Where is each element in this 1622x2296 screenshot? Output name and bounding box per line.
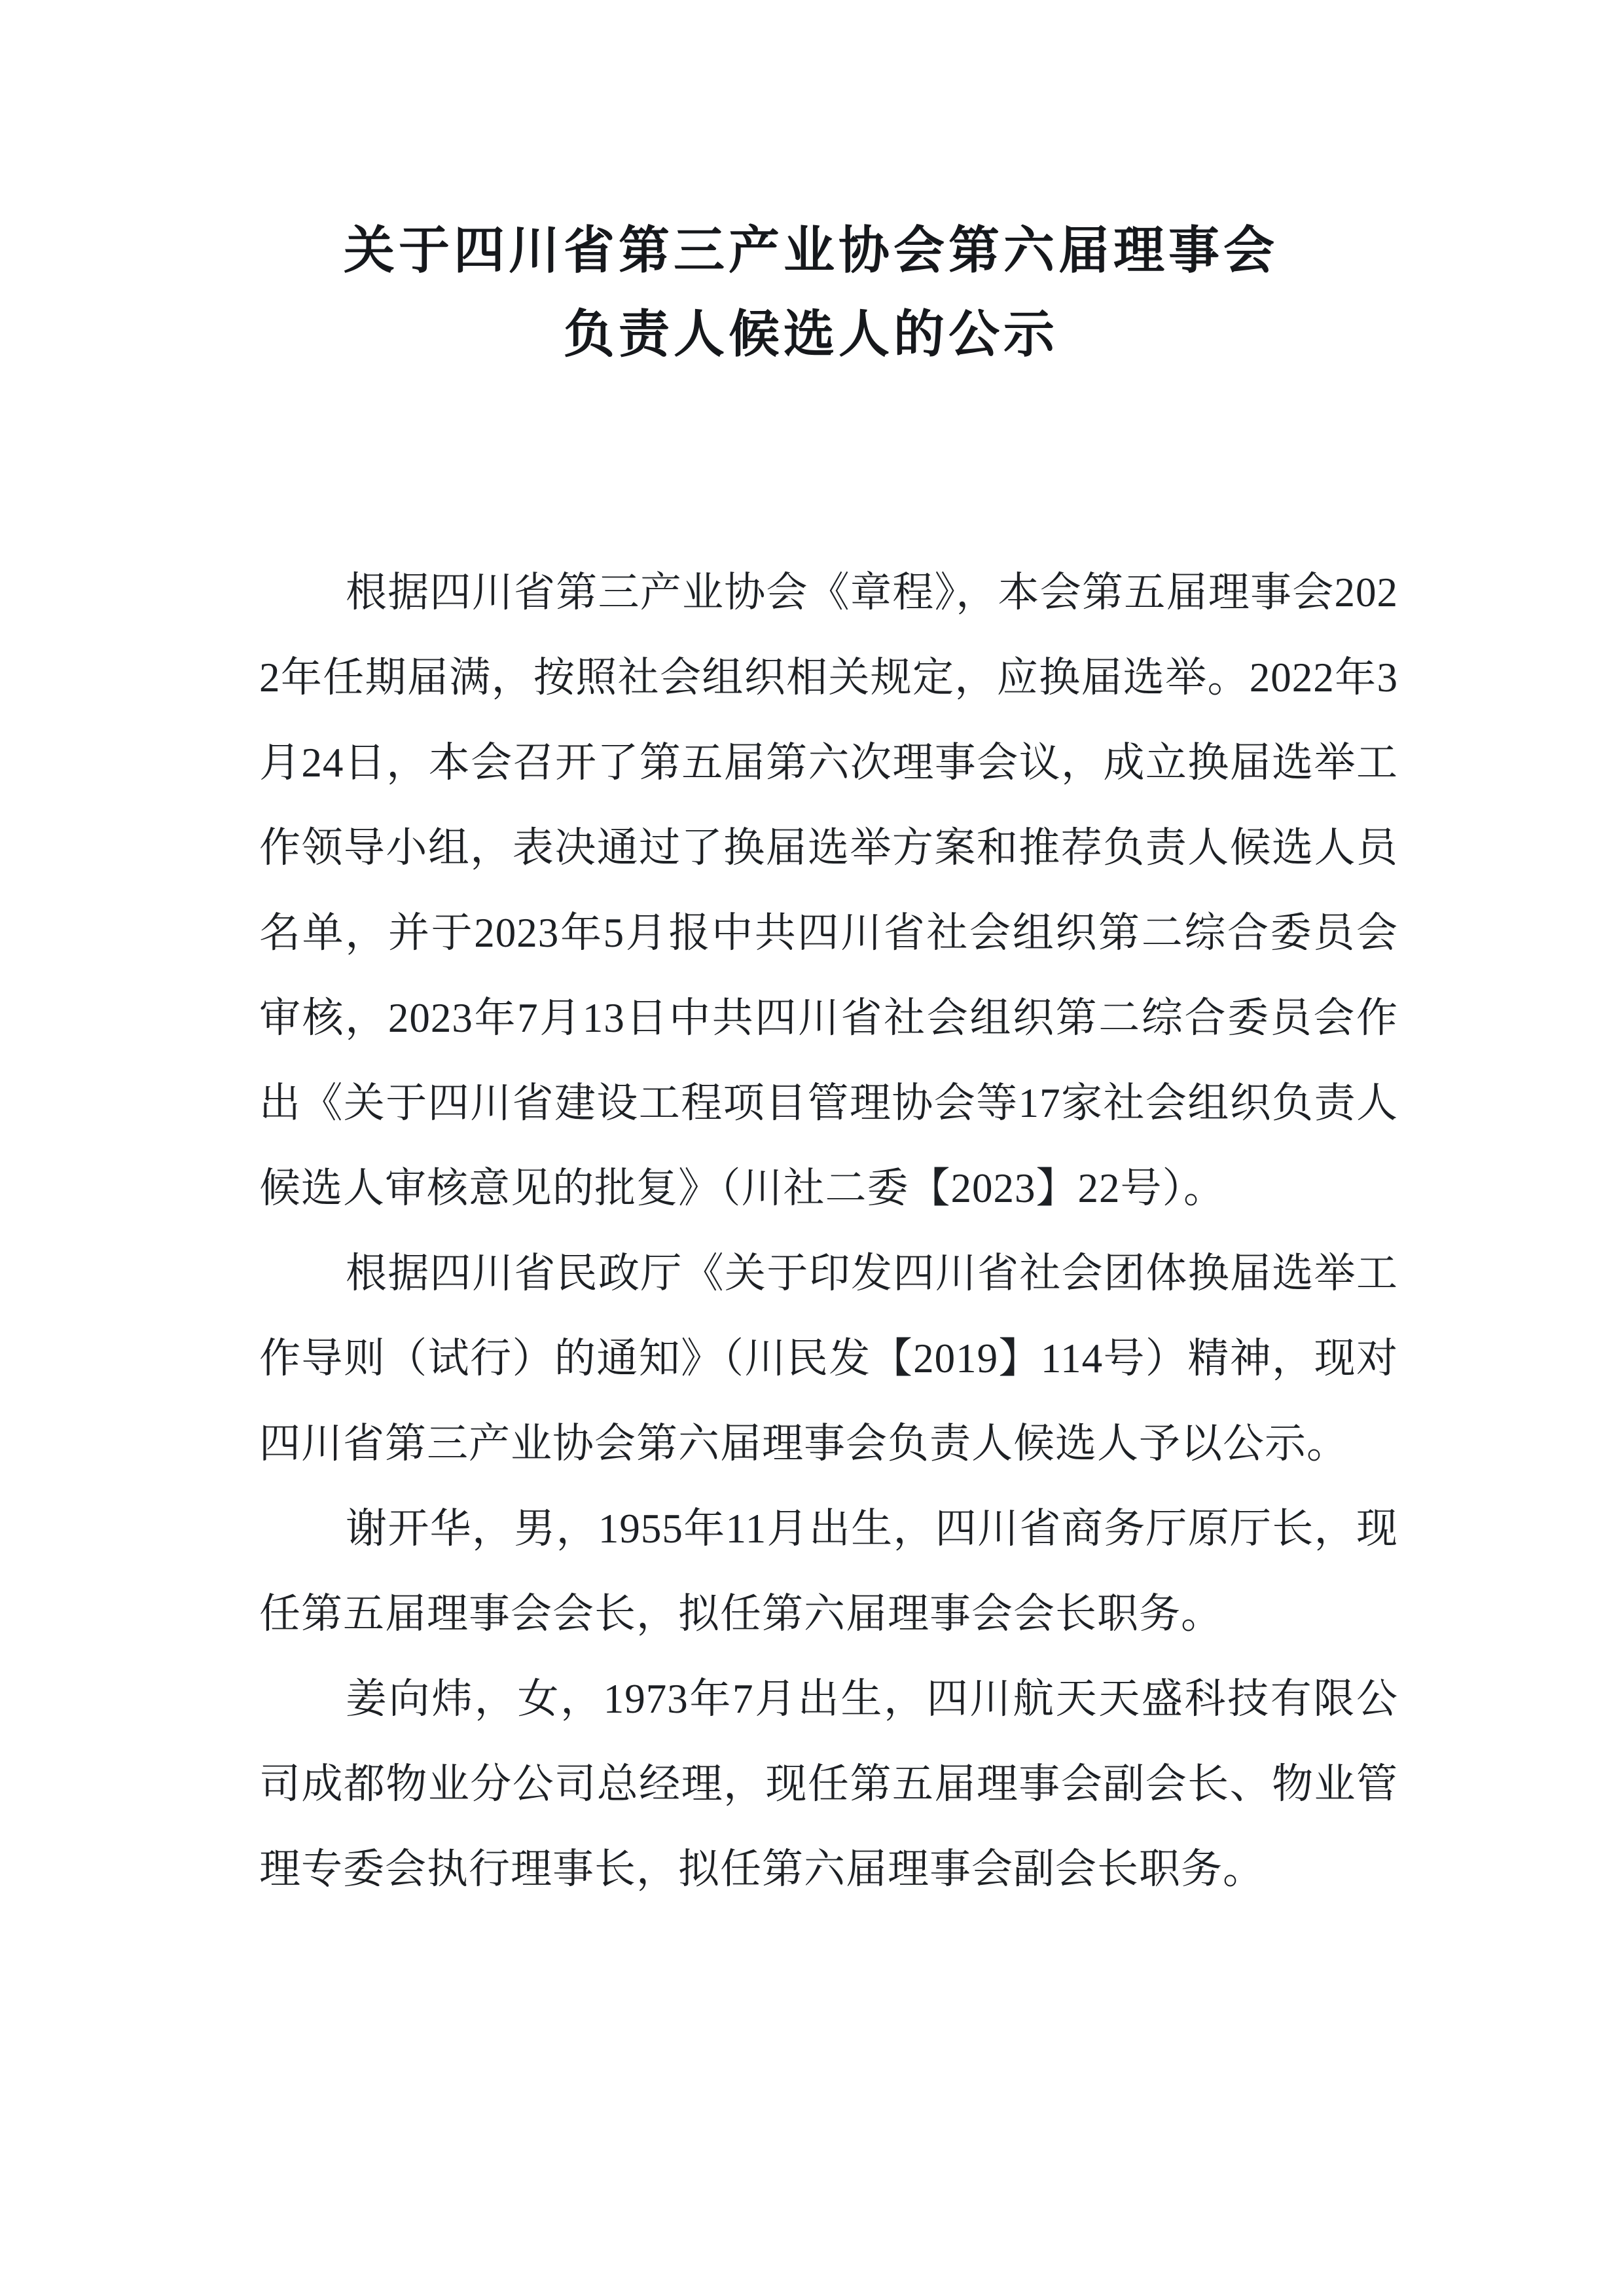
- paragraph-election-background: 根据四川省第三产业协会《章程》，本会第五届理事会2022年任期届满，按照社会组织相关规定，应换届选举。2022年3月24日，本会召开了第五届第六次理事会议，成立换届选举工作领导小组，表决通过了换届选举方案和推荐负责人候选人员名单，并于2023年5月报中共四川省社会组织第二综合委员会审核，2023年7月13日中共四川省社会组织第二综合委员会作出《关于四川省建设工程项目管理协会等17家社会组织负责人候选人审核意见的批复》（川社二委【2023】22号）。: [259, 570, 1398, 1211]
- title-line-1: 关于四川省第三产业协会第六届理事会: [343, 221, 1278, 279]
- title-line-2: 负责人候选人的公示: [563, 305, 1058, 363]
- paragraph-candidate-1: 谢开华，男，1955年11月出生，四川省商务厅原厅长，现任第五届理事会会长，拟任第六届理事会会长职务。: [259, 1506, 1398, 1637]
- document-body: [259, 550, 1398, 1912]
- page-title: [0, 208, 1622, 376]
- paragraph-candidate-2: 姜向炜，女，1973年7月出生，四川航天天盛科技有限公司成都物业分公司总经理，现任第五届理事会副会长、物业管理专委会执行理事长，拟任第六届理事会副会长职务。: [259, 1676, 1398, 1892]
- paragraph-legal-basis: 根据四川省民政厅《关于印发四川省社会团体换届选举工作导则（试行）的通知》（川民发【2019】114号）精神，现对四川省第三产业协会第六届理事会负责人候选人予以公示。: [259, 1250, 1398, 1467]
